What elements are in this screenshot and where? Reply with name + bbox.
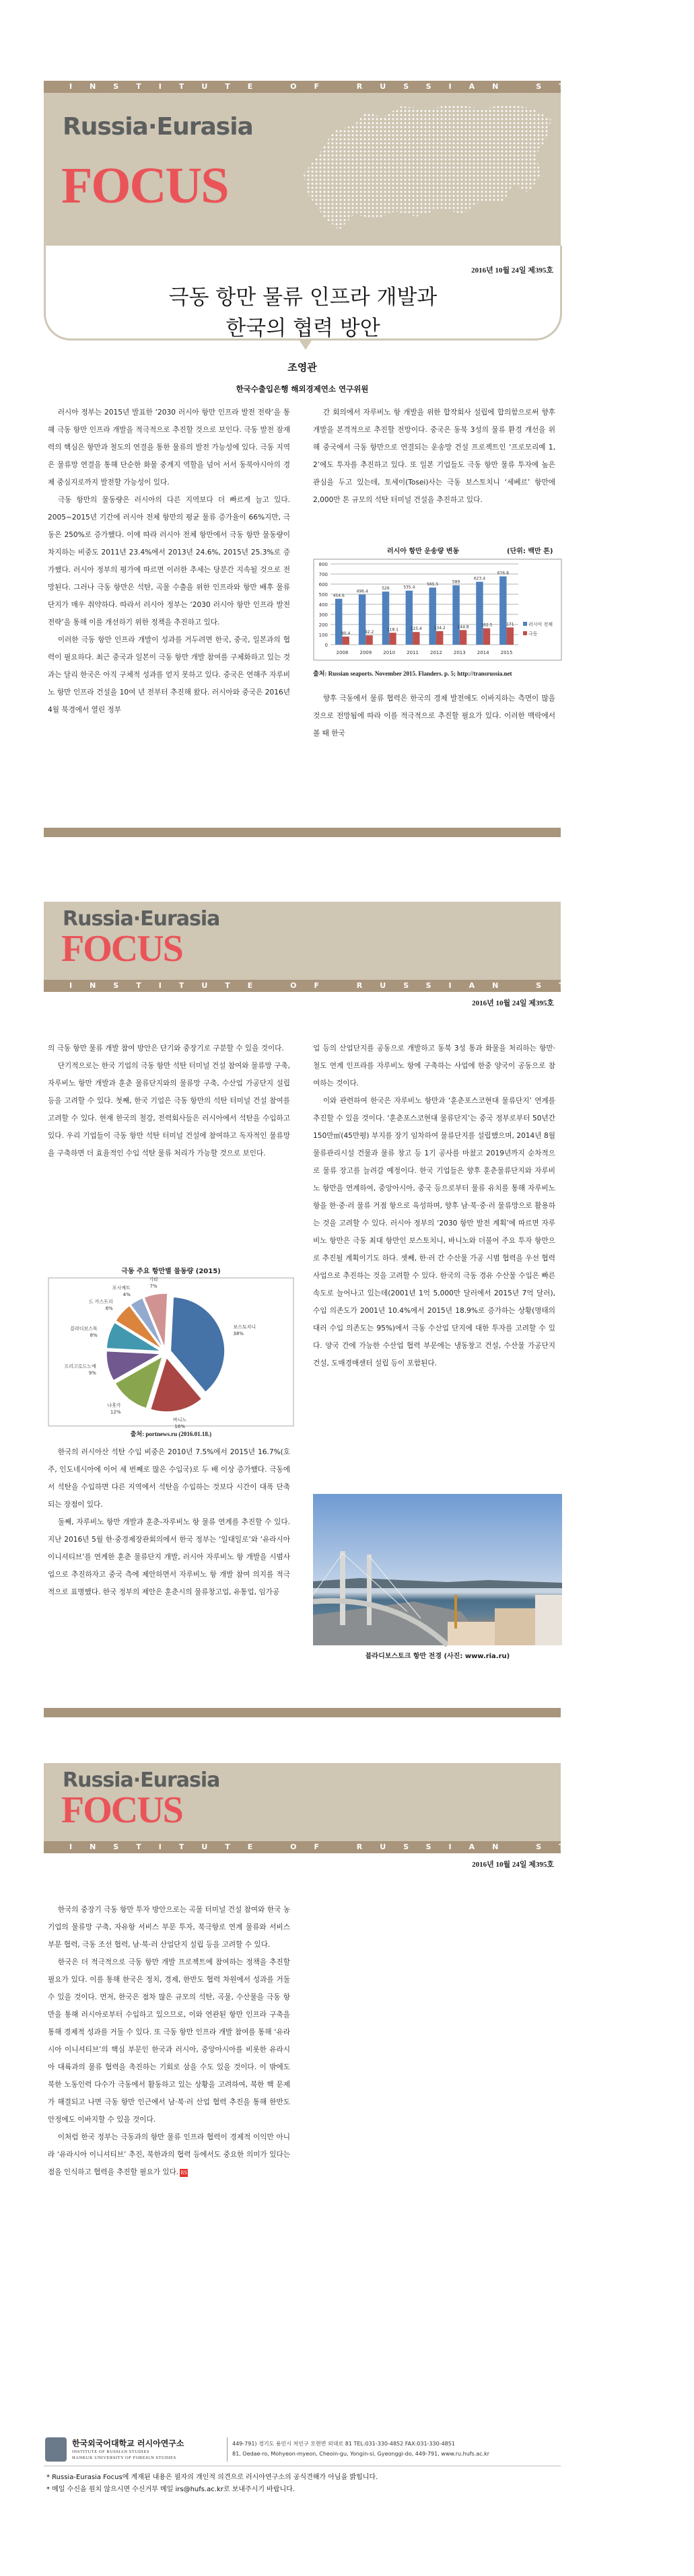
y-tick-label: 300 xyxy=(318,612,328,618)
data-label: 80.4 xyxy=(341,631,351,636)
author-affiliation: 한국수출입은행 해외경제연소 연구위원 xyxy=(236,384,369,394)
data-label: 676.8 xyxy=(497,571,509,576)
slice-percent: 7% xyxy=(149,1283,158,1289)
masthead-compact xyxy=(44,1763,694,1853)
y-tick-label: 800 xyxy=(318,562,328,567)
footer-org-name: 한국외국어대학교 러시아연구소 xyxy=(72,2439,184,2448)
pie-chart xyxy=(48,1265,294,1440)
bar xyxy=(413,632,419,645)
brand-russia-eurasia: Russia·Eurasia xyxy=(63,907,220,931)
slice-label: 프리고로드노예 xyxy=(64,1363,96,1369)
paragraph-text: 이처럼 한국 정부는 극동과의 항만 물류 인프라 협력이 경제적 이익만 아니라 ‘유라시아 이니셔티브’ 추진, 북한과의 협력 등에서도 중요한 의미가 있다는 점을 인식하고 협력을 추진할 필요가 있다. xyxy=(48,2133,290,2176)
paragraph: 한국의 러시아산 석탄 수입 비중은 2010년 7.5%에서 2015년 16.7%(호주, 인도네시아에 이어 세 번째로 많은 수입국)로 두 배 이상 증가했다. 극동에서 석탄을 수입하면 다른 지역에서 석탄을 수입하는 것보다 시간이 대폭 단축되는 장점이 있다. xyxy=(48,1448,290,1509)
y-tick-label: 100 xyxy=(318,633,328,638)
title-line-1: 극동 항만 물류 인프라 개발과 xyxy=(168,285,438,310)
page1-left-column xyxy=(48,404,290,719)
bar xyxy=(342,637,349,645)
y-tick-label: 0 xyxy=(324,643,328,648)
page-3 xyxy=(44,1763,694,2564)
legend-label: 극동 xyxy=(528,631,538,637)
unsubscribe-note: * 메일 수신을 원치 않으시면 수신거부 메일 irs@hufs.ac.kr로 보내주시기 바랍니다. xyxy=(46,2486,295,2493)
footer-org-sub2: HANKUK UNIVERSITY OF FOREIGN STUDIES xyxy=(72,2456,176,2460)
paragraph: 의 극동 항만 물류 개발 참여 방안은 단기와 중장기로 구분할 수 있을 것이다. xyxy=(48,1044,284,1052)
author-name: 조영관 xyxy=(287,361,317,373)
page3-column xyxy=(48,1901,290,2181)
paragraph: 한국은 더 적극적으로 극동 항만 개발 프로젝트에 참여하는 정책을 추진할 필요가 있다. 이를 통해 한국은 정치, 경제, 한반도 협력 차원에서 성과를 거둘 수 있을 것이다. 먼저, 한국은 점차 많은 규모의 석탄, 곡물, 수산물을 극동 항만을 통해 러시아로부터 수입하고 있으므로, 이와 연관된 항만 인프라 구축을 통해 경제적 성과를 거둘 수 있다. 또 극동 항만 인프라 개발 참여를 통해 ‘유라시아 이니셔티브’의 핵심 부문인 한국과 러시아, 중앙아시아를 비롯한 유라시아 대륙과의 물류 협력을 촉진하는 기회로 삼을 수도 있을 것이다. 이 밖에도 북한 노동인력 다수가 극동에서 활동하고 있는 상황을 고려하여, 북한 핵 문제가 해결되고 나면 극동 항만 인근에서 남·북·러 산업 협력 추진을 통해 한반도 안정에도 이바지할 수 있을 것이다. xyxy=(48,1958,290,2124)
issue-date: 2016년 10월 24일 제395호 xyxy=(472,999,554,1007)
institute-emblem-icon xyxy=(45,2437,67,2462)
brand-russia-eurasia: Russia·Eurasia xyxy=(63,1768,220,1792)
title-box xyxy=(44,246,562,341)
disclaimer-note: * Russia-Eurasia Focus에 게재된 내용은 필자의 개인적 의견으로 러시아연구소의 공식견해가 아님을 밝힙니다. xyxy=(46,2474,378,2481)
pie-chart-svg xyxy=(48,1277,294,1427)
bar-chart-source: 출처: Russian seaports. November 2015. Flanders. p. 5; http://transrussia.net xyxy=(313,670,512,677)
bar-chart-svg xyxy=(313,559,562,661)
bar xyxy=(452,585,459,645)
slice-label: 기타 xyxy=(149,1277,158,1283)
brand-focus: FOCUS xyxy=(61,157,228,214)
paragraph: 한국의 중장기 극동 항만 투자 방안으로는 곡물 터미널 건설 참여와 한국 농기업의 물류망 구축, 자유항 서비스 부문 투자, 북극항로 연계 물류와 서비스 부문 협력, 극동 조선 협력, 남·북·러 산업단지 설립 등을 고려할 수 있다. xyxy=(48,1906,290,1949)
x-tick-label: 2011 xyxy=(407,650,419,655)
paragraph: 둘째, 자루비노 항만 개발과 훈춘-자루비노 항 물류 연계를 추진할 수 있다. 지난 2016년 5월 한·중경제장관회의에서 한국 정부는 ‘일대일로’와 ‘유라시아 이니셔티브’를 연계한 훈춘 물류단지 개발, 러시아 자루비노 항 개발을 시범사업으로 추진하자고 중국 측에 제안하면서 자루비노 항 개발 참여 의지를 적극적으로 표명했다. 한국 정부의 제안은 훈춘시의 물류창고업, 유통업, 임가공 xyxy=(48,1518,290,1596)
bar xyxy=(436,631,443,645)
bar xyxy=(366,635,372,645)
bar xyxy=(476,581,483,645)
article-title xyxy=(46,282,560,344)
page-2 xyxy=(44,902,694,1719)
data-label: 565.5 xyxy=(427,582,439,587)
masthead-compact xyxy=(44,902,694,992)
y-tick-label: 500 xyxy=(318,592,328,598)
x-tick-label: 2009 xyxy=(359,650,372,655)
slice-label: 드 카스트리 xyxy=(88,1299,113,1305)
footer-address-en: 81, Oedae-ro, Mohyeon-myeon, Cheoin-gu, Yongin-si, Gyeonggi-do, 449-791, www.ru.hufs.ac.kr xyxy=(232,2451,490,2457)
bar xyxy=(389,633,396,645)
bar xyxy=(460,630,466,645)
bar-chart xyxy=(313,545,563,663)
slice-label: 보스토치니 xyxy=(233,1324,256,1330)
vladivostok-port-photo xyxy=(313,1494,562,1645)
issue-date: 2016년 10월 24일 제395호 xyxy=(472,1861,554,1869)
data-label: 535.4 xyxy=(403,585,415,590)
paragraph: 러시아 정부는 2015년 발표한 ‘2030 러시아 항만 인프라 발전 전략’을 통해 극동 항만 인프라 개발을 적극적으로 추진할 것으로 보인다. 극동 발전 잠재력의 핵심은 항만과 철도의 연결을 통한 물류의 발전 가능성에 있다. 극동 지역은 물류망 연결을 통해 단순한 화물 중계지 역할을 넘어 서서 동북아시아의 경제 중심지로까지 발전할 가능성이 있다. xyxy=(48,408,290,487)
paragraph: 간 회의에서 자루비노 항 개발을 위한 합작회사 설립에 합의함으로써 향후 개발을 본격적으로 추진할 전망이다. 중국은 동북 3성의 물류 환경 개선을 위해 중국에서 극동 항만으로 연결되는 운송망 건설 프로젝트인 ‘프로모리예 1, 2’에도 투자를 추진하고 있다. 또 일본 기업들도 극동 항만 물류 투자에 높은 관심을 두고 있는데, 토세이(Tosei)사는 극동 보스토치니 ‘세베르’ 항만에 2,000만 톤 규모의 석탄 터미널 건설을 추진하고 있다. xyxy=(313,408,555,504)
paragraph xyxy=(48,2128,290,2181)
data-label: 125.4 xyxy=(410,627,422,632)
bridge-illustration xyxy=(313,1494,562,1645)
slice-label: 블라디보스톡 xyxy=(70,1326,98,1332)
bar xyxy=(483,629,490,645)
data-label: 171 xyxy=(506,622,514,627)
brand-focus: FOCUS xyxy=(61,928,182,970)
page-divider-bar xyxy=(44,828,561,837)
bar-chart-unit: (단위: 백만 톤) xyxy=(507,548,553,555)
rs-end-mark-icon: RS xyxy=(180,2170,187,2176)
y-tick-label: 700 xyxy=(318,572,328,577)
chart-frame xyxy=(314,559,561,660)
y-tick-label: 200 xyxy=(318,622,328,628)
x-tick-label: 2013 xyxy=(453,650,466,655)
bar xyxy=(335,599,342,645)
legend-swatch xyxy=(523,622,527,626)
title-line-2: 한국의 협력 방안 xyxy=(225,316,380,341)
x-tick-label: 2012 xyxy=(430,650,442,655)
slice-percent: 16% xyxy=(174,1423,185,1429)
title-pointer xyxy=(300,341,312,350)
page1-right-column xyxy=(313,404,555,509)
slice-percent: 6% xyxy=(105,1305,113,1312)
footer-org-sub1: INSTITUTE OF RUSSIAN STUDIES xyxy=(72,2449,149,2454)
slice-percent: 12% xyxy=(110,1409,121,1415)
institute-bar: INSTITUTE OF RUSSIAN STUDIES xyxy=(44,81,561,93)
paragraph: 단기적으로는 한국 기업의 극동 항만 석탄 터미널 건설 참여와 물류망 구축, 자루비노 항만 개발과 훈춘 물류단지와의 물류망 구축, 수산업 가공단지 설립 등을 고려할 수 있다. 첫째, 한국 기업은 극동 항만의 석탄 터미널 건설 참여를 고려할 수 있다. 현재 한국의 철강, 전력회사들은 러시아에서 석탄을 수입하고 있다. 우리 기업들이 극동 항만 석탄 터미널 건설에 참여하고 독자적인 물류망을 구축하면 더 효율적인 수입 석탄 물류 처리가 가능할 것으로 보인다. xyxy=(48,1062,290,1157)
institute-bar: INSTITUTE OF RUSSIAN STUDIES xyxy=(44,980,561,992)
y-tick-label: 600 xyxy=(318,582,328,587)
page2-left-column xyxy=(48,1040,290,1162)
paragraph: 업 등의 산업단지를 공동으로 개발하고 동북 3성 통과 화물을 처리하는 항만·철도 연계 인프라를 자루비노 항에 구축하는 사업에 한중 양국이 공동으로 참여하는 것이다. xyxy=(313,1044,555,1087)
data-label: 454.6 xyxy=(333,593,345,598)
page2-right-column xyxy=(313,1040,555,1372)
bar xyxy=(499,576,506,645)
russia-dot-map-icon xyxy=(298,101,554,236)
pie-chart-title: 극동 주요 항만별 물동량 (2015) xyxy=(121,1268,221,1275)
y-tick-label: 400 xyxy=(318,602,328,608)
page1-right-column-bottom xyxy=(313,690,555,742)
legend-label: 러시아 전체 xyxy=(528,622,553,627)
data-label: 118.1 xyxy=(386,627,399,633)
brand-focus: FOCUS xyxy=(61,1789,182,1831)
bar xyxy=(429,587,436,645)
page-1 xyxy=(44,81,694,841)
bar-chart-title: 러시아 항만 운송량 변동 xyxy=(387,548,460,555)
photo-caption: 블라디보스토크 항만 전경 (사진: www.ria.ru) xyxy=(365,1653,510,1660)
paragraph: 향후 극동에서 물류 협력은 한국의 경제 발전에도 이바지하는 측면이 많을 것으로 전망됨에 따라 이를 적극적으로 추진할 필요가 있다. 이러한 맥락에서 볼 때 한국 xyxy=(313,694,555,738)
data-label: 134.2 xyxy=(433,625,446,631)
data-label: 526 xyxy=(382,586,390,592)
data-label: 144.8 xyxy=(457,624,469,630)
data-label: 623.4 xyxy=(473,576,486,581)
slice-percent: 38% xyxy=(233,1330,244,1336)
bar xyxy=(507,627,514,645)
x-tick-label: 2015 xyxy=(500,650,513,655)
slice-label: 나홋카 xyxy=(107,1402,121,1408)
page2-left-column-bottom xyxy=(48,1443,290,1601)
paragraph: 이러한 극동 항만 인프라 개발이 성과를 거두려면 한국, 중국, 일본과의 협력이 필요하다. 최근 중국과 일본이 극동 항만 개발 참여를 구체화하고 있는 것과는 달리 한국은 아직 구체적 성과를 얻지 못하고 있다. 중국은 연해주 자루비노 항만 인프라 건설을 10여 년 전부터 추진해 왔다. 러시아와 중국은 2016년 4월 북경에서 열린 정부 xyxy=(48,636,290,714)
data-label: 496.4 xyxy=(356,589,368,594)
paragraph: 이와 관련하여 한국은 자루비노 항만과 ‘훈춘포스코현대 물류단지’ 연계를 추진할 수 있을 것이다. ‘훈춘포스코현대 물류단지’는 중국 정부로부터 50년간 150만㎡(45만평) 부지를 장기 임차하여 물류단지를 설립했으며, 2014년 8월 물류관리시설 건물과 물류 창고 등 1기 공사를 마쳤고 2019년까지 순차적으로 물류 장고를 늘려갈 예정이다. 한국 기업들은 향후 훈춘물류단지와 자루비노 항만을 연계하여, 중앙아시아, 중국 등으로부터 물류 유치를 통해 자루비노 항을 한·중·러 물류 거점 항으로 육성하며, 향후 남·북·중·러 물류망으로 활용하는 것을 고려할 수 있다. 러시아 정부의 ‘2030 항만 발전 계획’에 따르면 자루비노 항만은 극동 최대 항만인 보스토치니, 바니노와 더불어 주요 투자 항만으로 추진될 계획이기도 하다. 셋째, 한·러 간 수산물 가공 시범 협력을 우선 협력 사업으로 추진하는 것을 고려할 수 있다. 한국의 극동 경유 수산물 수입은 빠른 속도로 늘어나고 있는데(2001년 1억 5,000만 달러에서 2015년 7억 달러), 수입 의존도가 2001년 10.4%에서 2015년 18.9%로 증가하는 상황(명태의 대러 수입 의존도는 95%)에서 극동 수산업 단지에 대한 투자를 고려할 수 있다. 양국 간에 가능한 수산업 협력 부문에는 냉동창고 건설, 수산물 가공단지 건설, 도매경매센터 설립 등이 포함된다. xyxy=(313,1097,555,1367)
pie-chart-source: 출처: portnews.ru (2016.01.18.) xyxy=(130,1431,212,1437)
data-label: 92.2 xyxy=(364,630,374,635)
x-tick-label: 2014 xyxy=(477,650,489,655)
issue-date: 2016년 10월 24일 제395호 xyxy=(471,266,553,275)
data-label: 589 xyxy=(452,579,460,585)
footer-divider xyxy=(227,2437,228,2462)
bar xyxy=(406,591,413,645)
footer-address-kr: 449-791) 경기도 용인시 처인구 모현면 외대로 81 TEL:031-330-4852 FAX:031-330-4851 xyxy=(232,2441,455,2447)
paragraph: 극동 항만의 물동량은 러시아의 다른 지역보다 더 빠르게 늘고 있다. 2005~2015년 기간에 러시아 전체 항만의 평균 물류 증가율이 66%지만, 극동은 250%로 증가했다. 이에 따라 러시아 전체 항만에서 극동 항만 물동량이 차지하는 비중도 2011년 23.4%에서 2013년 24.6%, 2015년 25.3%로 증가했다. 러시아 정부의 평가에 따르면 이러한 추세는 당분간 지속될 것으로 전망된다. 그러나 극동 항만은 석탄, 곡물 수출을 위한 인프라와 항만 배후 물류단지가 매우 취약하다. 따라서 러시아 정부는 ‘2030 러시아 항만 인프라 발전 전략’을 통해 이를 개선하기 위한 정책을 추진하고 있다. xyxy=(48,496,290,627)
x-tick-label: 2008 xyxy=(336,650,349,655)
slice-percent: 4% xyxy=(123,1291,131,1297)
data-label: 162.5 xyxy=(481,622,493,628)
brand-russia-eurasia: Russia·Eurasia xyxy=(63,113,253,141)
legend-swatch xyxy=(523,631,527,635)
slice-label: 포시예트 xyxy=(112,1285,131,1291)
x-tick-label: 2010 xyxy=(383,650,396,655)
page-divider-bar xyxy=(44,1708,561,1717)
bar xyxy=(359,595,366,645)
slice-label: 바니노 xyxy=(173,1417,187,1423)
institute-bar: INSTITUTE OF RUSSIAN STUDIES xyxy=(44,1841,561,1853)
slice-percent: 9% xyxy=(88,1370,96,1376)
bar xyxy=(382,592,389,645)
masthead xyxy=(44,81,694,246)
footer xyxy=(44,2436,561,2537)
slice-percent: 8% xyxy=(90,1332,98,1338)
